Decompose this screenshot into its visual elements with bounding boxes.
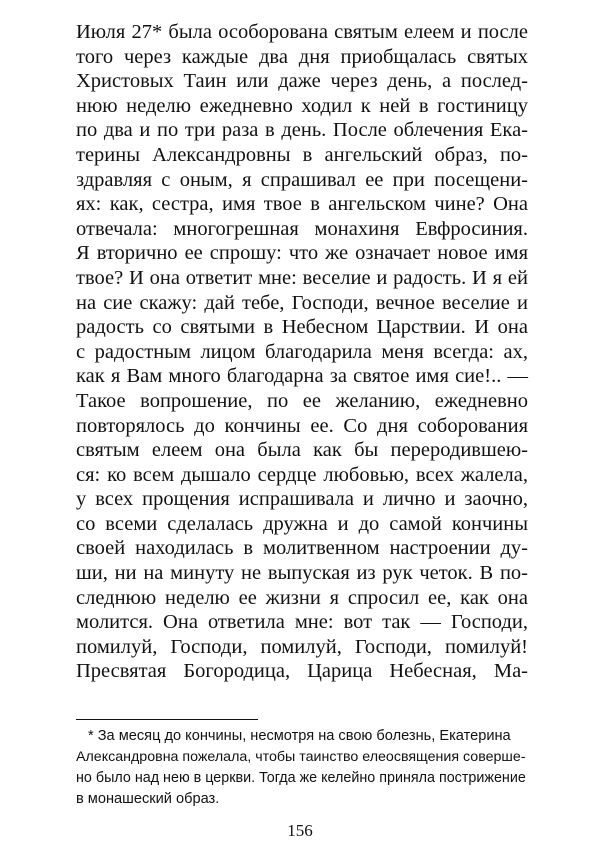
body-line: по два и по три раза в день. После облечения Ека- [76,119,528,142]
body-line: нюю неделю ежедневно ходил к ней в гостиницу [76,94,528,117]
body-line: святым елеем она была как бы переродившею- [76,439,528,462]
body-line: у всех прощения испрашивала и лично и заочно, [76,488,528,511]
footnote-line: но было над нею в церкви. Тогда же келейно приняла пострижение [76,770,526,786]
body-line: терины Александровны в ангельский образ, по- [76,143,528,166]
page-number: 156 [287,821,313,840]
body-line: радость со святыми в Небесном Царствии. И она [76,316,528,339]
body-line: отвечала: многогрешная монахиня Евфросиния. [76,217,528,240]
footnote-line: * За месяц до кончины, несмотря на свою болезнь, Екатерина [88,728,511,744]
footnote-divider [76,719,258,720]
body-line: здравляя с оным, я спрашивал ее при посещени- [76,168,528,191]
body-line: Пресвятая Богородица, Царица Небесная, Ма- [76,660,528,683]
footnote-line: Александровна пожелала, чтобы таинство елеосвящения соверше- [76,749,526,765]
body-line: Июля 27* была особорована святым елеем и после [76,21,528,43]
footnote-line: в монашеский образ. [76,791,220,807]
body-line: ся: ко всем дышало сердце любовью, всех жалела, [76,463,528,486]
body-line: повторялось до кончины ее. Со дня соборования [76,414,528,437]
body-text [76,20,528,684]
footnote [76,726,528,810]
body-line: помилуй, Господи, помилуй, Господи, помилуй! [76,635,528,658]
body-line: того через каждые два дня приобщалась святых [76,45,528,68]
body-line: ях: как, сестра, имя твое в ангельском чине? Она [76,193,528,216]
body-line: твое? И она ответит мне: веселие и радость. И я ей [76,266,528,289]
body-line: своей находилась в молитвенном настроении ду- [76,537,528,560]
body-line: ши, ни на минуту не выпуская из рук четок. В по- [76,562,528,585]
body-line: Такое вопрошение, по ее желанию, ежедневно [76,389,528,412]
body-line: как я Вам много благодарна за святое имя сие!.. — [76,365,528,388]
body-line: молится. Она ответила мне: вот так — Господи, [76,611,528,634]
body-line: на сие скажу: дай тебе, Господи, вечное веселие и [76,291,528,314]
body-line: с радостным лицом благодарила меня всегда: ах, [76,340,528,363]
body-line: следнюю неделю ее жизни я спросил ее, как она [76,586,528,609]
body-line: со всеми сделалась дружна и до самой кончины [76,512,528,535]
body-line: Христовых Таин или даже через день, а послед- [76,70,528,93]
body-line: Я вторично ее спрошу: что же означает новое имя [76,242,528,265]
